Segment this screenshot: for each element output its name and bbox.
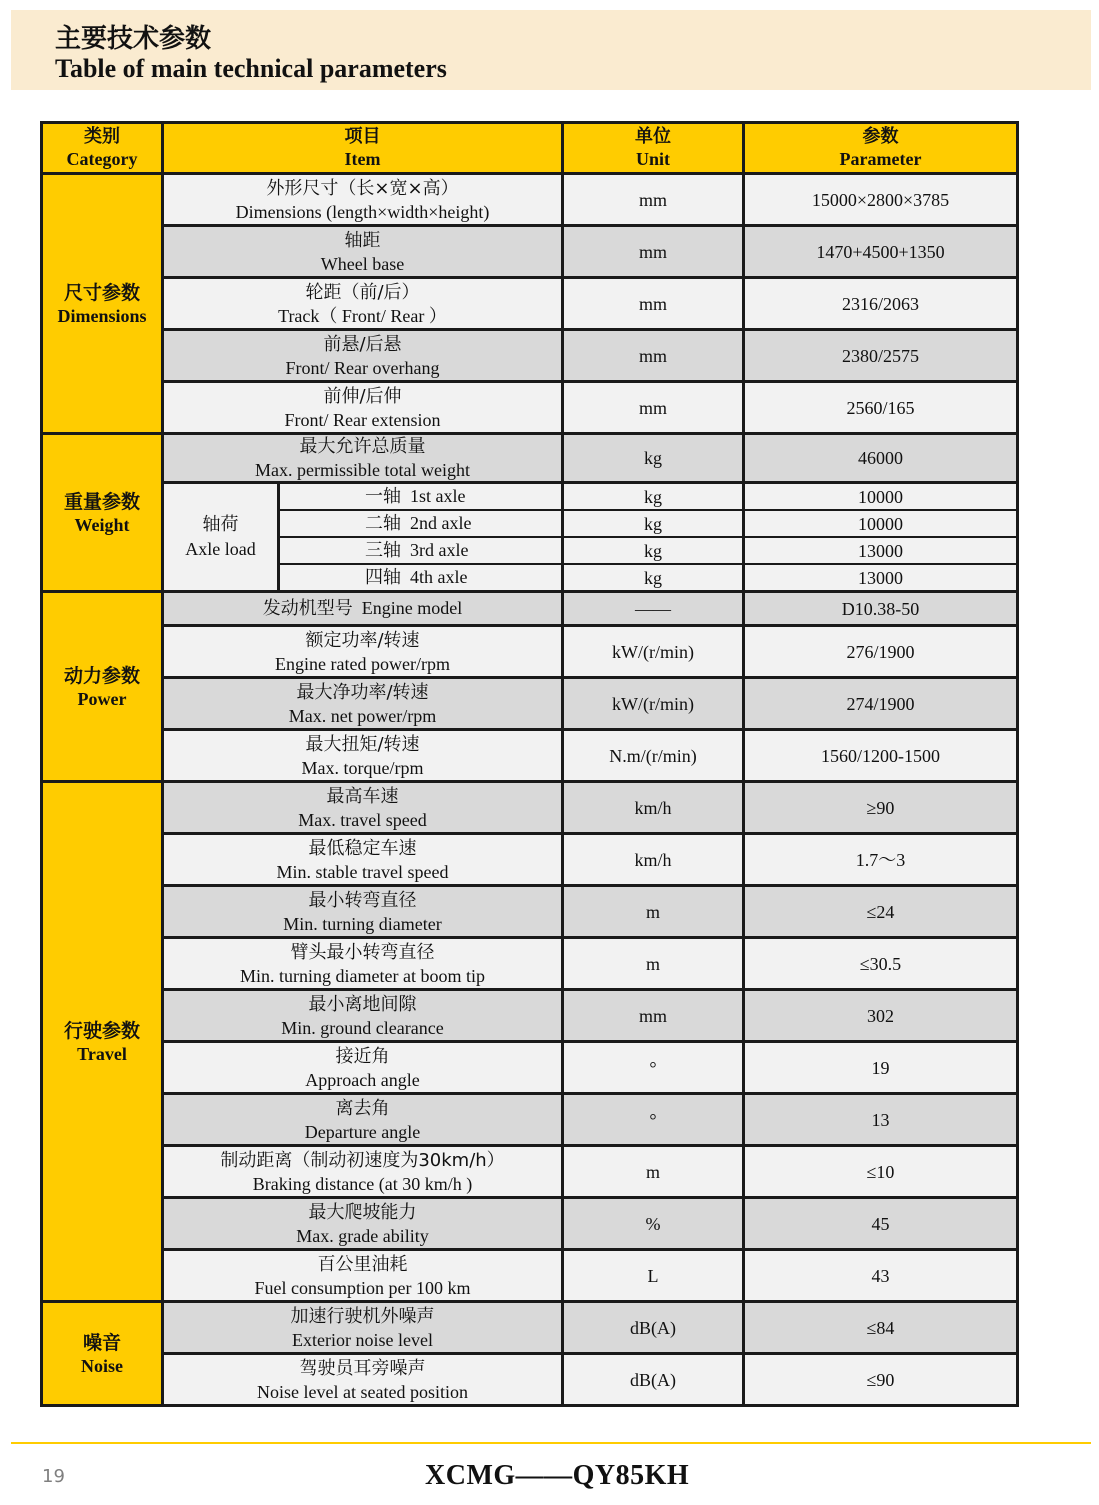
item-cell: 臂头最小转弯直径 Min. turning diameter at boom tip <box>163 938 563 990</box>
unit-cell: m <box>563 886 744 938</box>
page-title-en: Table of main technical parameters <box>55 54 447 83</box>
item-cell: 前伸/后伸 Front/ Rear extension <box>163 382 563 434</box>
value-cell: ≤90 <box>744 1354 1018 1406</box>
value-cell: 276/1900 <box>744 626 1018 678</box>
table-row <box>42 592 1018 626</box>
item-cell: 最小转弯直径 Min. turning diameter <box>163 886 563 938</box>
value-cell: ≤84 <box>744 1302 1018 1354</box>
category-dimensions: 尺寸参数 Dimensions <box>42 174 163 434</box>
unit-cell: mm <box>563 174 744 226</box>
unit-cell: mm <box>563 278 744 330</box>
unit-cell: mm <box>563 330 744 382</box>
value-cell: 13000 <box>744 564 1018 592</box>
item-cell: 百公里油耗 Fuel consumption per 100 km <box>163 1250 563 1302</box>
value-cell: 46000 <box>744 434 1018 483</box>
value-cell: 1560/1200-1500 <box>744 730 1018 782</box>
table-row <box>42 678 1018 730</box>
unit-cell: ° <box>563 1042 744 1094</box>
item-cell: 一轴 1st axle <box>279 483 563 511</box>
unit-cell: m <box>563 938 744 990</box>
value-cell: 15000×2800×3785 <box>744 174 1018 226</box>
value-cell: 2380/2575 <box>744 330 1018 382</box>
unit-cell: —— <box>563 592 744 626</box>
item-cell: 额定功率/转速 Engine rated power/rpm <box>163 626 563 678</box>
item-cell: 发动机型号 Engine model <box>163 592 563 626</box>
unit-cell: m <box>563 1146 744 1198</box>
value-cell: ≥90 <box>744 782 1018 834</box>
table-row <box>42 382 1018 434</box>
item-cell: 前悬/后悬 Front/ Rear overhang <box>163 330 563 382</box>
item-cell: 接近角 Approach angle <box>163 1042 563 1094</box>
unit-cell: kW/(r/min) <box>563 678 744 730</box>
table-header-row <box>42 123 1018 174</box>
table-row <box>42 938 1018 990</box>
value-cell: 2316/2063 <box>744 278 1018 330</box>
unit-cell: % <box>563 1198 744 1250</box>
unit-cell: kW/(r/min) <box>563 626 744 678</box>
unit-cell: kg <box>563 483 744 511</box>
category-travel: 行驶参数 Travel <box>42 782 163 1302</box>
table-row <box>42 886 1018 938</box>
unit-cell: km/h <box>563 782 744 834</box>
item-cell: 外形尺寸（长×宽×高） Dimensions (length×width×height) <box>163 174 563 226</box>
column-header-parameter: 参数 Parameter <box>744 123 1018 174</box>
value-cell: 45 <box>744 1198 1018 1250</box>
table-row <box>42 1302 1018 1354</box>
item-cell: 轴距 Wheel base <box>163 226 563 278</box>
unit-cell: L <box>563 1250 744 1302</box>
table-row <box>42 626 1018 678</box>
brand-model-label: XCMG——QY85KH <box>425 1460 690 1491</box>
technical-parameters-table <box>40 121 1019 1407</box>
axle-load-label: 轴荷 Axle load <box>163 483 279 592</box>
value-cell: D10.38-50 <box>744 592 1018 626</box>
unit-cell: dB(A) <box>563 1354 744 1406</box>
unit-cell: dB(A) <box>563 1302 744 1354</box>
table-row <box>42 483 1018 511</box>
category-power: 动力参数 Power <box>42 592 163 782</box>
item-cell: 最大允许总质量 Max. permissible total weight <box>163 434 563 483</box>
item-cell: 三轴 3rd axle <box>279 537 563 564</box>
unit-cell: ° <box>563 1094 744 1146</box>
table-row <box>42 1042 1018 1094</box>
table-row <box>42 1146 1018 1198</box>
table-row <box>42 782 1018 834</box>
item-cell: 四轴 4th axle <box>279 564 563 592</box>
item-cell: 制动距离（制动初速度为30km/h） Braking distance (at 30 km/h ) <box>163 1146 563 1198</box>
table-row <box>42 1354 1018 1406</box>
category-weight: 重量参数 Weight <box>42 434 163 592</box>
table-row <box>42 1198 1018 1250</box>
unit-cell: kg <box>563 434 744 483</box>
unit-cell: kg <box>563 564 744 592</box>
item-cell: 最大扭矩/转速 Max. torque/rpm <box>163 730 563 782</box>
item-cell: 最低稳定车速 Min. stable travel speed <box>163 834 563 886</box>
item-cell: 最大净功率/转速 Max. net power/rpm <box>163 678 563 730</box>
table-row <box>42 278 1018 330</box>
value-cell: 13000 <box>744 537 1018 564</box>
unit-cell: N.m/(r/min) <box>563 730 744 782</box>
value-cell: 10000 <box>744 510 1018 537</box>
item-cell: 离去角 Departure angle <box>163 1094 563 1146</box>
table-row <box>42 434 1018 483</box>
table-row <box>42 730 1018 782</box>
value-cell: 13 <box>744 1094 1018 1146</box>
category-noise: 噪音 Noise <box>42 1302 163 1406</box>
item-cell: 最高车速 Max. travel speed <box>163 782 563 834</box>
footer-divider <box>11 1442 1091 1444</box>
table-row <box>42 330 1018 382</box>
value-cell: ≤30.5 <box>744 938 1018 990</box>
value-cell: 10000 <box>744 483 1018 511</box>
value-cell: 2560/165 <box>744 382 1018 434</box>
item-cell: 二轴 2nd axle <box>279 510 563 537</box>
value-cell: 1.7～3 <box>744 834 1018 886</box>
unit-cell: mm <box>563 990 744 1042</box>
unit-cell: mm <box>563 226 744 278</box>
page-title-zh: 主要技术参数 <box>55 24 212 54</box>
value-cell: 302 <box>744 990 1018 1042</box>
table-row <box>42 1250 1018 1302</box>
item-cell: 轮距（前/后） Track（ Front/ Rear ） <box>163 278 563 330</box>
value-cell: ≤24 <box>744 886 1018 938</box>
table-row <box>42 1094 1018 1146</box>
unit-cell: kg <box>563 510 744 537</box>
table-row <box>42 226 1018 278</box>
item-cell: 最大爬坡能力 Max. grade ability <box>163 1198 563 1250</box>
value-cell: 274/1900 <box>744 678 1018 730</box>
item-cell: 最小离地间隙 Min. ground clearance <box>163 990 563 1042</box>
value-cell: 1470+4500+1350 <box>744 226 1018 278</box>
table-row <box>42 990 1018 1042</box>
table-row <box>42 834 1018 886</box>
column-header-unit: 单位 Unit <box>563 123 744 174</box>
item-cell: 加速行驶机外噪声 Exterior noise level <box>163 1302 563 1354</box>
item-cell: 驾驶员耳旁噪声 Noise level at seated position <box>163 1354 563 1406</box>
page-number: 19 <box>42 1466 65 1487</box>
title-banner <box>11 10 1091 90</box>
value-cell: 19 <box>744 1042 1018 1094</box>
column-header-item: 项目 Item <box>163 123 563 174</box>
value-cell: 43 <box>744 1250 1018 1302</box>
unit-cell: km/h <box>563 834 744 886</box>
unit-cell: mm <box>563 382 744 434</box>
unit-cell: kg <box>563 537 744 564</box>
value-cell: ≤10 <box>744 1146 1018 1198</box>
table-row <box>42 174 1018 226</box>
column-header-category: 类别 Category <box>42 123 163 174</box>
